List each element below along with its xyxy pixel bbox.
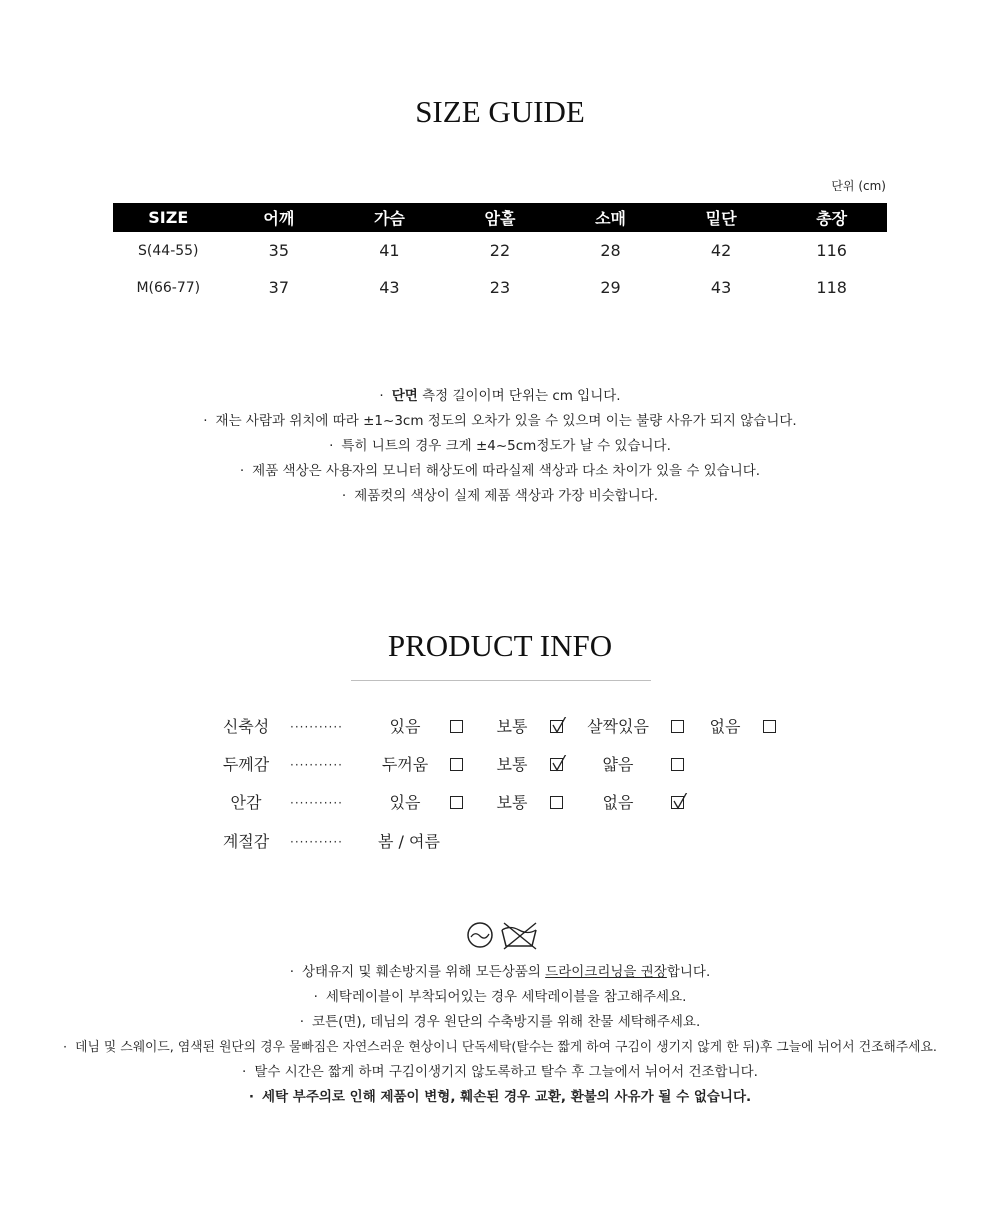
- dot-leader: ···········: [290, 758, 343, 772]
- care-icons: [466, 920, 542, 950]
- note-text: 제품 색상은 사용자의 모니터 해상도에 따라실제 색상과 다소 차이가 있을 수 있습니다.: [252, 463, 761, 479]
- care-note: [0, 1035, 1000, 1060]
- bullet: ·: [63, 1040, 68, 1055]
- option-label: 보통: [496, 793, 528, 812]
- checkbox[interactable]: [763, 720, 776, 733]
- option-label: 보통: [496, 717, 528, 736]
- option-label: 없음: [709, 717, 741, 736]
- table-row: [113, 269, 887, 306]
- note-text: 세탁 부주의로 인해 제품이 변형, 훼손된 경우 교환, 환불의 사유가 될 수 없습니다.: [262, 1089, 752, 1105]
- table-cell: 118: [816, 278, 847, 297]
- divider: [351, 680, 651, 681]
- size-table: [113, 203, 887, 306]
- table-cell: 22: [489, 241, 511, 260]
- bullet: ·: [289, 964, 295, 980]
- note-text: 측정 길이이며 단위는 cm 입니다.: [417, 388, 621, 404]
- checkbox-checked[interactable]: [550, 720, 563, 733]
- header-size: SIZE: [113, 203, 224, 232]
- checkbox[interactable]: [671, 758, 684, 771]
- size-guide-title: SIZE GUIDE: [415, 94, 585, 129]
- info-row-lining: [0, 788, 1000, 818]
- info-label: 안감: [230, 793, 262, 812]
- checkbox[interactable]: [450, 720, 463, 733]
- check-mark-icon: [673, 793, 693, 813]
- unit-label: 단위 (cm): [831, 179, 886, 193]
- size-note: [0, 484, 1000, 509]
- note-text: 코튼(면), 데님의 경우 원단의 수축방지를 위해 찬물 세탁해주세요.: [312, 1014, 701, 1030]
- note-text: 합니다.: [666, 964, 711, 980]
- care-note: [0, 1010, 1000, 1035]
- care-note-warning: [0, 1085, 1000, 1110]
- care-note: [0, 960, 1000, 985]
- header-armhole: 암홀: [445, 203, 556, 232]
- option-label: 두꺼움: [381, 755, 429, 774]
- note-emphasis: 단면: [391, 388, 418, 404]
- season-value: 봄 / 여름: [378, 832, 440, 851]
- bullet: ·: [203, 413, 208, 429]
- hand-wash-icon: [466, 920, 496, 950]
- check-mark-icon: [552, 755, 572, 775]
- table-cell: S(44-55): [138, 242, 199, 259]
- checkbox[interactable]: [450, 796, 463, 809]
- table-cell: 28: [600, 241, 621, 260]
- checkbox[interactable]: [550, 796, 563, 809]
- option-label: 보통: [496, 755, 528, 774]
- note-text: 재는 사람과 위치에 따라 ±1~3cm 정도의 오차가 있을 수 있으며 이는 불량 사유가 되지 않습니다.: [215, 413, 797, 429]
- table-cell: 23: [489, 278, 511, 297]
- dot-leader: ···········: [290, 720, 343, 734]
- table-row: [113, 232, 887, 269]
- dot-leader: ···········: [290, 796, 343, 810]
- table-cell: 37: [268, 278, 290, 297]
- bullet: ·: [299, 1014, 305, 1030]
- table-cell: 43: [710, 278, 732, 297]
- info-label: 두께감: [222, 755, 270, 774]
- note-text: 세탁레이블이 부착되어있는 경우 세탁레이블을 참고해주세요.: [325, 989, 687, 1005]
- checkbox-checked[interactable]: [671, 796, 684, 809]
- info-row-elasticity: [0, 712, 1000, 742]
- info-label: 신축성: [222, 717, 270, 736]
- checkbox[interactable]: [450, 758, 463, 771]
- bullet: ·: [239, 463, 245, 479]
- bullet: ·: [313, 989, 318, 1005]
- bullet: ·: [329, 438, 334, 454]
- note-text: 제품컷의 색상이 실제 제품 색상과 가장 비슷합니다.: [354, 488, 659, 504]
- table-cell: 42: [710, 241, 732, 260]
- product-info-title: PRODUCT INFO: [387, 628, 613, 663]
- size-table-header: [113, 203, 887, 232]
- note-text: 데님 및 스웨이드, 염색된 원단의 경우 물빠짐은 자연스러운 현상이니 단독세탁(탈수는 짧게 하여 구김이 생기지 않게 한 뒤)후 그늘에 뉘어서 건조해주세요.: [75, 1040, 937, 1055]
- option-label: 얇음: [602, 755, 634, 774]
- no-machine-wash-icon: [500, 920, 540, 950]
- dot-leader: ···········: [290, 835, 343, 849]
- bullet: ·: [379, 388, 384, 404]
- note-underlined: 드라이크리닝을 권장: [545, 964, 667, 980]
- care-note: [0, 1060, 1000, 1085]
- size-notes: [0, 384, 1000, 509]
- info-row-season: [0, 827, 1000, 857]
- table-cell: 41: [379, 241, 400, 260]
- table-cell: M(66-77): [136, 279, 201, 296]
- option-label: 없음: [602, 793, 634, 812]
- header-chest: 가슴: [334, 203, 445, 232]
- size-note: [0, 384, 1000, 409]
- option-label: 있음: [389, 793, 421, 812]
- note-text: 특히 니트의 경우 크게 ±4~5cm정도가 날 수 있습니다.: [341, 438, 671, 454]
- note-text: 상태유지 및 훼손방지를 위해 모든상품의: [302, 964, 546, 980]
- care-note: [0, 985, 1000, 1010]
- size-note: [0, 409, 1000, 434]
- header-length: 총장: [776, 203, 887, 232]
- size-note: [0, 434, 1000, 459]
- table-cell: 29: [600, 278, 621, 297]
- note-text: 탈수 시간은 짧게 하며 구김이생기지 않도록하고 탈수 후 그늘에서 뉘어서 건조합니다.: [254, 1064, 758, 1080]
- info-row-thickness: [0, 750, 1000, 780]
- table-cell: 43: [379, 278, 400, 297]
- size-note: [0, 459, 1000, 484]
- option-label: 있음: [389, 717, 421, 736]
- table-cell: 35: [268, 241, 290, 260]
- header-shoulder: 어깨: [224, 203, 335, 232]
- checkbox-checked[interactable]: [550, 758, 563, 771]
- table-cell: 116: [816, 241, 847, 260]
- bullet: ·: [248, 1089, 255, 1105]
- header-hem: 밑단: [666, 203, 777, 232]
- option-label: 살짝있음: [587, 717, 649, 736]
- bullet: ·: [242, 1064, 247, 1080]
- header-sleeve: 소매: [555, 203, 666, 232]
- info-label: 계절감: [222, 832, 270, 851]
- checkbox[interactable]: [671, 720, 684, 733]
- care-notes: [0, 960, 1000, 1110]
- bullet: ·: [341, 488, 347, 504]
- check-mark-icon: [552, 717, 572, 737]
